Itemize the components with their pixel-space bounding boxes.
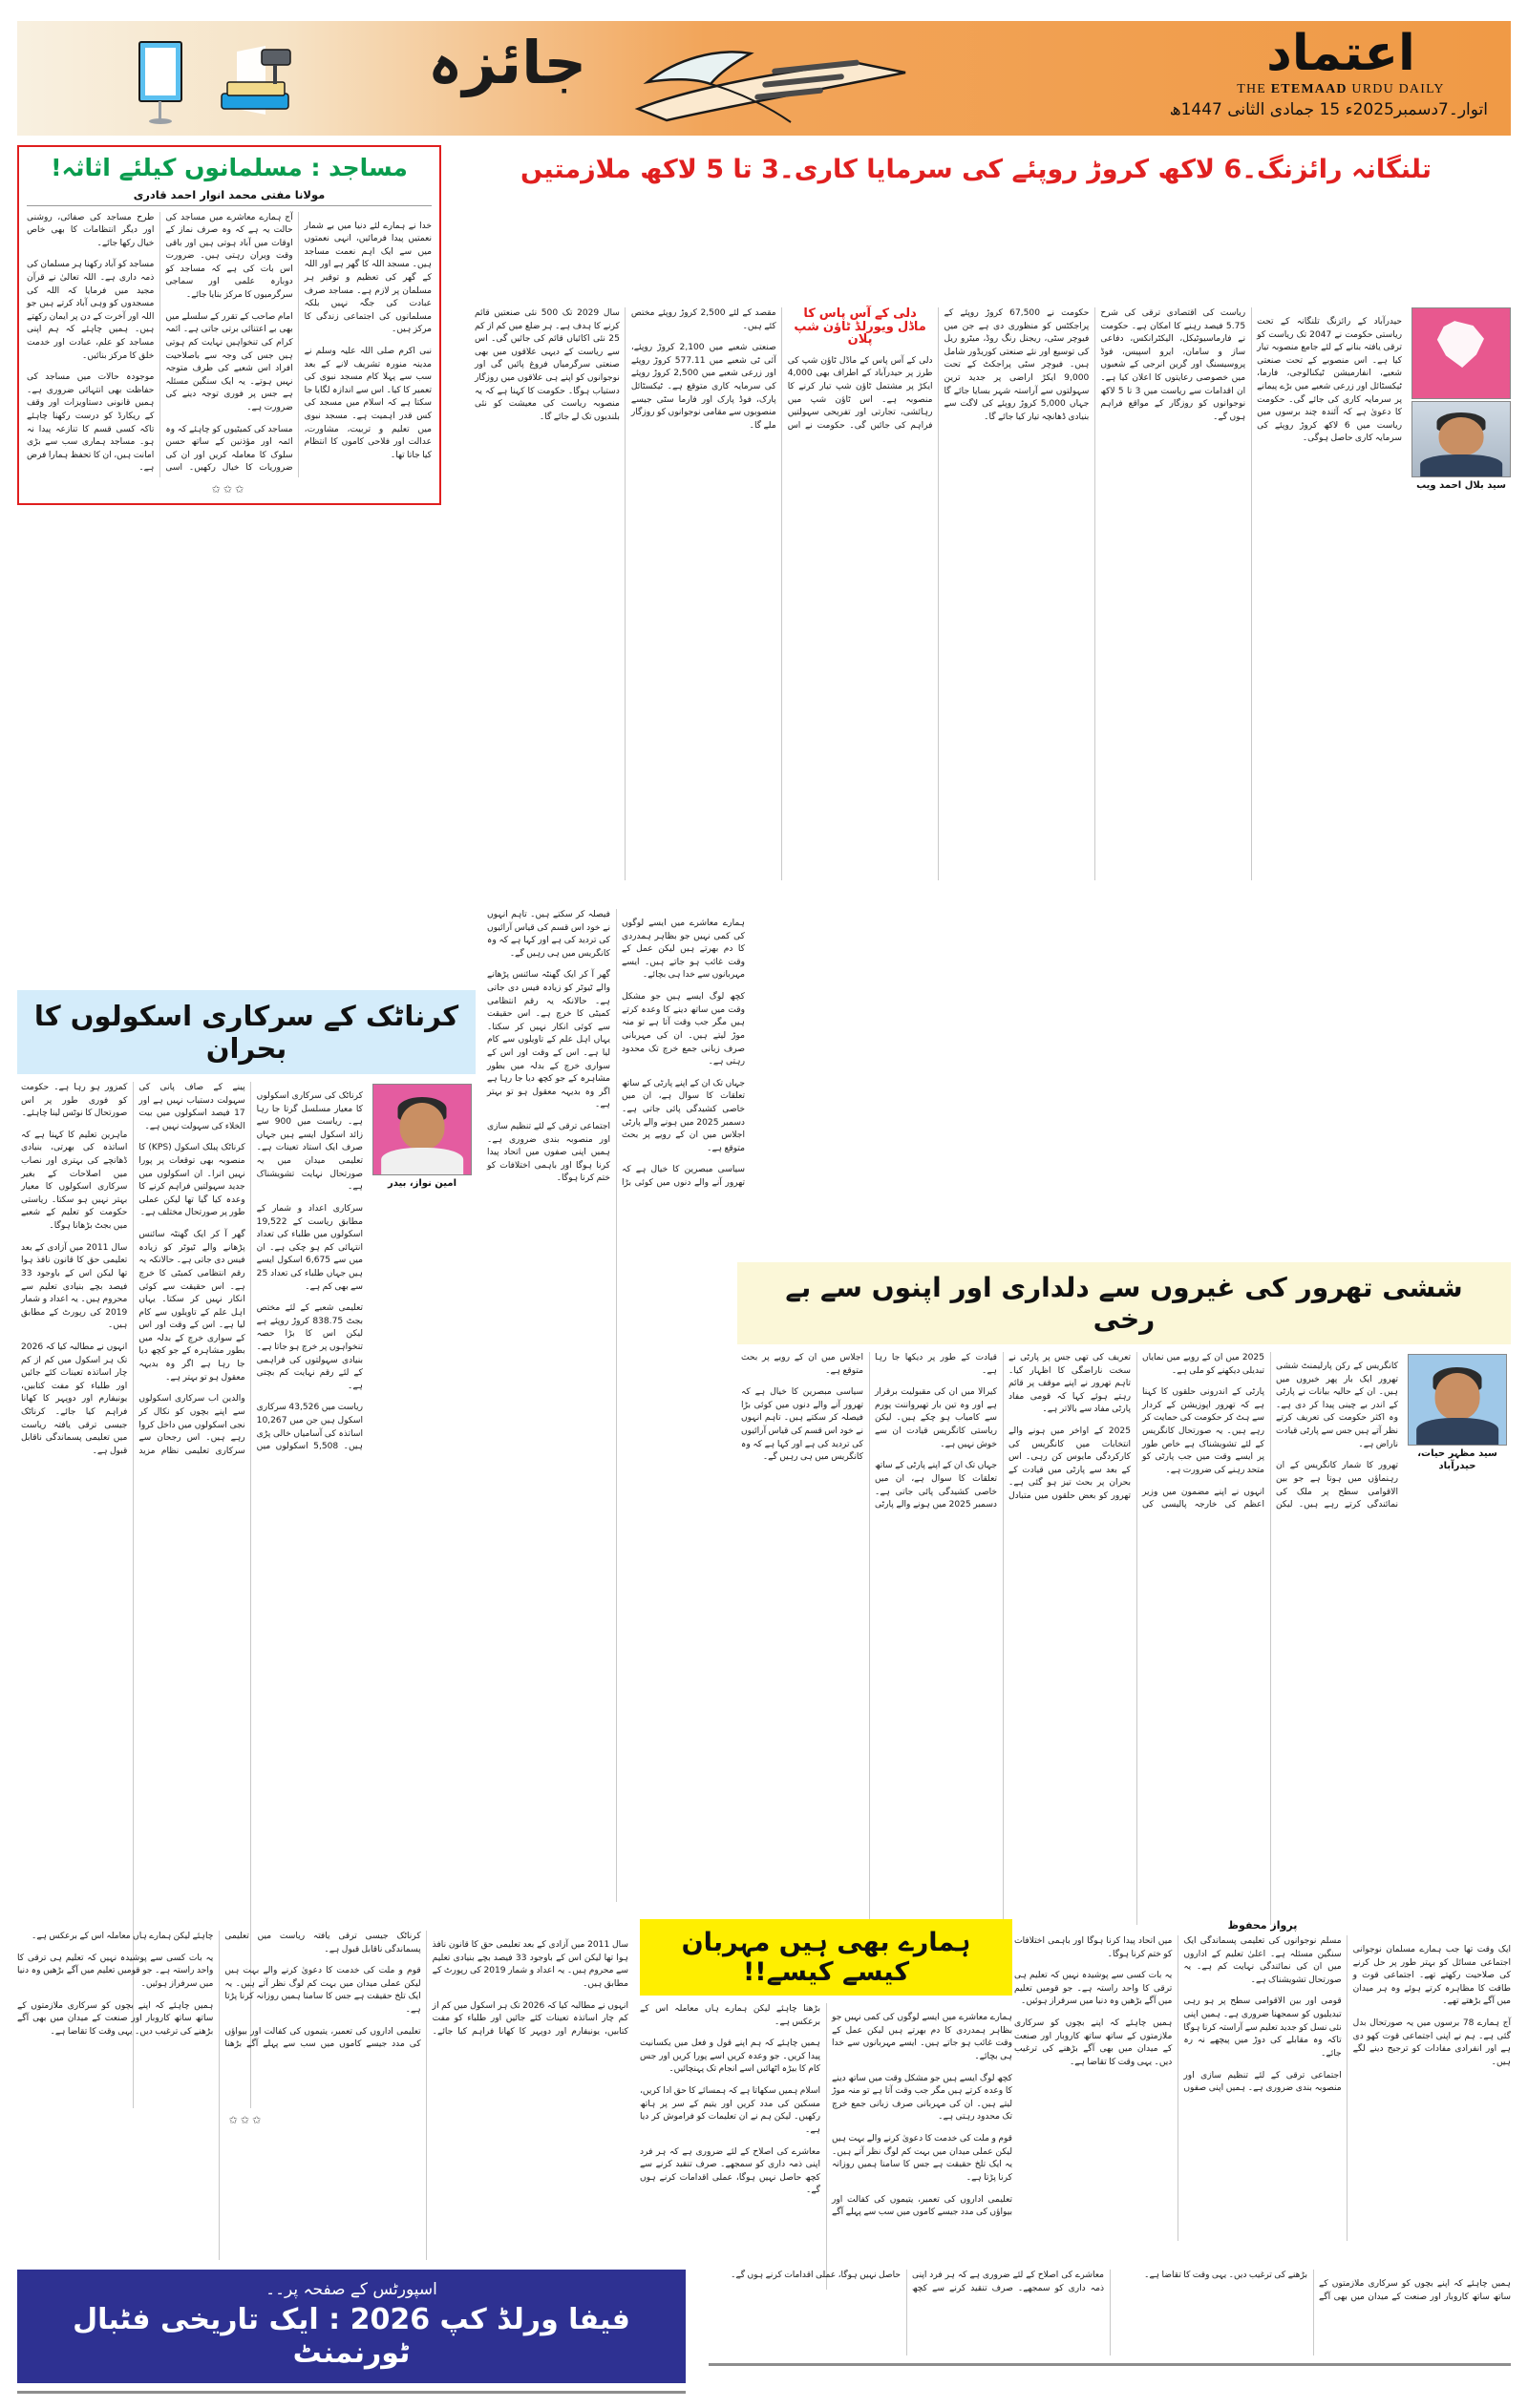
paragraph: گھر آ کر ایک گھنٹہ سائنس پڑھانے والے ٹیوٹر کو زیادہ فیس دی جاتی ہے۔ حالانکہ یہ رقم انتظامی کمیٹی کا خرچ ہے۔ اس حقیقت سے کوئی انکار نہیں کر سکتا۔ یہاں اہل علم کے تاویلوں سے کام لیا ہے۔ اس کے وقت اور اس کے سواری خرچ کے بدلہ میں بطور مشاہرہ کے جو کچھ دیا جا رہا ہے اگر وہ بدیہہ معقول ہو تو بہتر ہے۔ [138, 1230, 245, 1383]
footer-divider [17, 2391, 686, 2394]
paragraph: ہمیں چاہئے کہ اپنے بچوں کو سرکاری ملازمتوں کے ساتھ ساتھ کاروبار اور صنعت کے میدان میں بھی آگے بڑھنے کی ترغیب دیں۔ یہی وقت کا تقاضا ہے۔ [1014, 2018, 1173, 2067]
lead-body [475, 307, 1402, 880]
paragraph: تعلیمی شعبے کے لئے مختص بجٹ 838.75 کروڑ روپئے ہے لیکن اس کا بڑا حصہ تنخواہوں پر خرچ ہو جاتا ہے۔ بنیادی سہولتوں کی فراہمی کے لئے رقم نہایت کم بچتی ہے۔ [256, 1303, 363, 1391]
paragraph: ہمیں چاہئے کہ ہم اپنے قول و فعل میں یکسانیت پیدا کریں۔ جو وعدہ کریں اسے پورا کریں اور جس کام کا بیڑہ اٹھائیں اسے انجام تک پہنچائیں۔ [640, 2038, 820, 2075]
sports-promo-banner[interactable] [17, 2270, 686, 2383]
paragraph: سال 2011 میں آزادی کے بعد تعلیمی حق کا قانون نافذ ہوا تھا لیکن اس کے باوجود 33 فیصد بچے بنیادی تعلیم سے محروم ہیں۔ یہ اعداد و شمار 2019 کی رپورٹ کے مطابق ہیں۔ [21, 1242, 128, 1331]
mehrban-headline: ہمارے بھی ہیں مہربان کیسے کیسے!! [681, 1928, 971, 1987]
logo-english-title: THE ETEMAAD URDU DAILY [1237, 82, 1445, 96]
lead-headline: تلنگانہ رائزنگ۔6 لاکھ کروڑ روپئے کی سرمایا کاری۔3 تا 5 لاکھ ملازمتیں [520, 155, 1432, 184]
masajid-headline: مساجد : مسلمانوں کیلئے اثاثہ! [51, 154, 408, 181]
paragraph: معاشرے کی اصلاح کے لئے ضروری ہے کہ ہر فرد اپنی ذمہ داری کو سمجھے۔ صرف تنقید کرنے سے کچھ حاصل نہیں ہوگا، عملی اقدامات کرنے ہوں گے۔ [640, 2146, 820, 2196]
shashi-body [741, 1352, 1398, 1925]
paragraph: پارٹی کے اندرونی حلقوں کا کہنا ہے کہ تھرور اپوزیشن کے کردار سے ہٹ کر حکومت کی حمایت کر رہے ہیں۔ یہ صورتحال کانگریس کے لئے تشویشناک ہے خاص طور پر ایسے وقت میں جب پارٹی کو متحد رہنے کی ضرورت ہے۔ [1142, 1387, 1264, 1475]
paragraph: ہمیں چاہئے کہ اپنے بچوں کو سرکاری ملازمتوں کے ساتھ ساتھ کاروبار اور صنعت کے میدان میں بھی آگے بڑھنے کی ترغیب دیں۔ یہی وقت کا تقاضا ہے۔ [1144, 2271, 1511, 2302]
footer-promo[interactable] [17, 2270, 686, 2394]
lead-subhead: دلی کے آس پاس کا ماڈل ویورلڈ ٹاؤن شپ پلان [794, 306, 926, 348]
shashi-section [737, 1262, 1511, 1925]
newspaper-logo [1188, 25, 1494, 97]
paragraph: سیاسی مبصرین کا خیال ہے کہ تھرور آنے والے دنوں میں کوئی بڑا فیصلہ کر سکتے ہیں۔ تاہم انہوں نے خود اس قسم کی قیاس آرائیوں کی تردید کی ہے اور کہا ہے کہ وہ کانگریس میں ہی رہیں گے۔ [741, 1387, 863, 1463]
author-photo [1408, 1354, 1507, 1446]
lead-author-chip [1411, 307, 1511, 493]
lead-continuation-body [487, 909, 745, 1902]
karnataka-author-chip [372, 1084, 472, 1191]
parwaz-section [1014, 1919, 1511, 2241]
shashi-author-chip [1408, 1354, 1507, 1472]
masajid-article-box [17, 145, 441, 505]
paragraph: سال 2029 تک 500 نئی صنعتیں قائم کرنے کا ہدف ہے۔ ہر ضلع میں کم از کم 25 نئی اکائیاں قائم کی جائیں گی۔ اس سے ریاست کے دیہی علاقوں میں بھی صنعتی سرگرمیاں فروغ پائیں گی اور نوجوانوں کو اپنے ہی علاقوں میں روزگار دستیاب ہوگا۔ حکومت کا کہنا ہے کہ یہ منصوبہ ریاست کی معیشت کو نئی بلندیوں تک لے جائے گا۔ [475, 308, 620, 422]
lead-story-body-wrap [475, 307, 1511, 880]
end-of-article-marker: ✩✩✩ [228, 2115, 265, 2126]
paragraph: ایک وقت تھا جب ہمارے مسلمان نوجوانی اجتماعی مسائل کو بہتر طور پر حل کرنے کی صلاحیت رکھتے تھے۔ اجتماعی قوت و طاقت کا مظاہرہ کرتے ہوئے وہ ہر میدان میں آگے بڑھتے تھے۔ [1352, 1945, 1511, 2007]
publication-date: اتوار۔7دسمبر2025ء 15 جمادی الثانی 1447ھ [1169, 100, 1488, 119]
shashi-headline-band [737, 1262, 1511, 1344]
paragraph: معاشرے کی اصلاح کے لئے ضروری ہے کہ ہر فرد اپنی ذمہ داری کو سمجھے۔ صرف تنقید کرنے سے کچھ حاصل نہیں ہوگا، عملی اقدامات کرنے ہوں گے۔ [731, 2271, 1104, 2293]
author-portrait [1411, 401, 1511, 477]
paragraph: کانگریس کے رکن پارلیمنٹ ششی تھرور ایک بار پھر خبروں میں ہیں۔ ان کے حالیہ بیانات نے پارٹی کے اندر بے چینی پیدا کر دی ہے۔ وہ اکثر حکومت کی تعریف کرتے نظر آتے ہیں جس سے پارٹی قیادت ناراض ہے۔ [1276, 1362, 1398, 1449]
lower-left-filler [17, 1931, 628, 2260]
paragraph: نبی اکرم صلی اللہ علیہ وسلم نے مدینہ منورہ تشریف لانے کے بعد سب سے پہلا کام مسجد نبوی کی تعمیر کا کیا۔ اس سے اندازہ لگایا جا سکتا ہے کہ اسلام میں مسجد کی کس قدر اہمیت ہے۔ مسجد نبوی میں تعلیم و تربیت، مشاورت، عدالت اور فلاحی کاموں کا انتظام کیا جاتا تھا۔ [304, 347, 432, 460]
mehrban-headline-band [640, 1919, 1012, 1996]
paragraph: اجتماعی ترقی کے لئے تنظیم سازی اور منصوبہ بندی ضروری ہے۔ ہمیں اپنی صفوں میں اتحاد پیدا کرنا ہوگا اور باہمی اختلافات کو ختم کرنا ہوگا۔ [1014, 1936, 1342, 2094]
masajid-byline: مولانا مفتی محمد انوار احمد قادری [27, 188, 432, 206]
paragraph: گھر آ کر ایک گھنٹہ سائنس پڑھانے والے ٹیوٹر کو زیادہ فیس دی جاتی ہے۔ حالانکہ یہ رقم انتظامی کمیٹی کا خرچ ہے۔ اس حقیقت سے کوئی انکار نہیں کر سکتا۔ یہاں اہل علم کے تاویلوں سے کام لیا ہے۔ اس کے وقت اور اس کے سواری خرچ کے بدلہ میں بطور مشاہرہ کے جو کچھ دیا جا رہا ہے اگر وہ بدیہہ معقول ہو تو بہتر ہے۔ [487, 970, 610, 1110]
author-photo [1411, 307, 1511, 399]
paragraph: والدین اب سرکاری اسکولوں سے اپنے بچوں کو نکال کر نجی اسکولوں میں داخل کروا رہے ہیں۔ اس رجحان سے سرکاری تعلیمی نظام مزید کمزور ہو رہا ہے۔ حکومت کو فوری طور پر اس صورتحال کا نوٹس لینا چاہئے۔ [21, 1083, 245, 1456]
paragraph: خدا نے ہمارے لئے دنیا میں بے شمار نعمتیں پیدا فرمائیں، انہی نعمتوں میں سے ایک اہم نعمت مساجد ہیں۔ مسجد اللہ کا گھر ہے اور اللہ کے گھر کی تعظیم و توقیر ہر مسلمان پر لازم ہے۔ مساجد صرف عبادت کی جگہ نہیں بلکہ مسلمانوں کی اجتماعی زندگی کا مرکز ہیں۔ [304, 221, 432, 335]
newspaper-page [0, 21, 1528, 2408]
paragraph: مسلم نوجوانوں کی تعلیمی پسماندگی ایک سنگین مسئلہ ہے۔ اعلیٰ تعلیم کے اداروں میں ان کی نمائندگی نہایت کم ہے۔ یہ صورتحال تشویشناک ہے۔ [1183, 1936, 1342, 1985]
paragraph: قوم و ملت کی خدمت کا دعویٰ کرنے والے بہت ہیں لیکن عملی میدان میں بہت کم لوگ نظر آتے ہیں۔ یہ ایک تلخ حقیقت ہے جس کا سامنا ہمیں روزانہ کرنا پڑتا ہے۔ [224, 1966, 421, 2016]
lead-author-name: سید بلال احمد ویب [1416, 480, 1506, 491]
paragraph: اجتماعی ترقی کے لئے تنظیم سازی اور منصوبہ بندی ضروری ہے۔ ہمیں اپنی صفوں میں اتحاد پیدا کرنا ہوگا اور باہمی اختلافات کو ختم کرنا ہوگا۔ [487, 1122, 610, 1184]
shashi-author-name: سید مظہر حیات، حیدرآباد [1417, 1448, 1497, 1471]
paragraph: اسلام ہمیں سکھاتا ہے کہ ہمسائے کا حق ادا کریں، مسکین کی مدد کریں اور یتیم کے سر پر ہاتھ رکھیں۔ لیکن ہم نے ان تعلیمات کو فراموش کر دیا ہے۔ [640, 2086, 820, 2135]
paragraph: آج ہمارے معاشرے میں مساجد کی حالت یہ ہے کہ وہ صرف نماز کے اوقات میں آباد ہوتی ہیں اور باقی وقت ویران رہتی ہیں۔ ضرورت اس بات کی ہے کہ مساجد کو دوبارہ علمی اور سماجی سرگرمیوں کا مرکز بنایا جائے۔ [165, 212, 293, 301]
paragraph: سیاسی مبصرین کا خیال ہے کہ تھرور آنے والے دنوں میں کوئی بڑا فیصلہ کر سکتے ہیں۔ تاہم انہوں نے خود اس قسم کی قیاس آرائیوں کی تردید کی ہے اور کہا ہے کہ وہ کانگریس میں ہی رہیں گے۔ [487, 910, 745, 1189]
paragraph: کرناٹک پبلک اسکول (KPS) کا منصوبہ بھی توقعات پر پورا نہیں اترا۔ ان اسکولوں میں جدید سہولتیں فراہم کرنے کا وعدہ کیا گیا تھا لیکن عملی طور پر صورتحال مختلف ہے۔ [138, 1143, 245, 1218]
quill-pen-icon [628, 34, 915, 126]
footer-body [709, 2270, 1511, 2355]
paragraph: تعلیمی اداروں کی تعمیر، یتیموں کی کفالت اور بیواؤں کی مدد جیسے کاموں میں سب سے پہلے آگے بڑھنا چاہئے لیکن ہمارے ہاں معاملہ اس کے برعکس ہے۔ [32, 1932, 421, 2050]
paragraph: امام صاحب کے تقرر کے سلسلے میں بھی بے اعتنائی برتی جاتی ہے۔ ائمہ کرام کی تنخواہیں نہایت کم ہوتی ہیں جس کی وجہ سے باصلاحیت افراد اس شعبے کی طرف متوجہ نہیں ہوتے۔ یہ ایک سنگین مسئلہ ہے جس پر فوری توجہ دینے کی ضرورت ہے۔ [165, 311, 293, 412]
paragraph: انہوں نے اپنے مضمون میں وزیر اعظم کی خارجہ پالیسی کی تعریف کی تھی جس پر پارٹی نے سخت ناراضگی کا اظہار کیا۔ تاہم تھرور نے اپنے موقف پر قائم رہتے ہوئے کہا کہ قومی مفاد پارٹی مفاد سے بالاتر ہے۔ [1008, 1353, 1264, 1510]
paragraph: انہوں نے مطالبہ کیا کہ 2026 تک ہر اسکول میں کم از کم چار اساتذہ تعینات کئے جائیں اور طلباء کو مفت کتابیں، یونیفارم اور دوپہر کا کھانا فراہم کیا جائے۔ کرناٹک جیسی ترقی یافتہ ریاست میں تعلیمی پسماندگی ناقابل قبول ہے۔ [224, 1932, 629, 2037]
paragraph: ہمارے معاشرے میں ایسے لوگوں کی کمی نہیں جو بظاہر ہمدردی کا دم بھرتے ہیں لیکن عمل کے وقت غائب ہو جاتے ہیں۔ ایسے مہربانوں سے خدا ہی بچائے۔ [832, 2013, 1012, 2061]
projector-screen-icon [122, 34, 304, 126]
paragraph: ماہرین تعلیم کا کہنا ہے کہ اساتذہ کی بھرتی، بنیادی ڈھانچے کی بہتری اور نصاب میں اصلاحات کے بغیر سرکاری اسکولوں کا معیار بہتر نہیں ہو سکتا۔ ریاستی حکومت کو تعلیم کے شعبے میں بجٹ بڑھانا ہوگا۔ [21, 1130, 128, 1232]
parwaz-body [1014, 1935, 1511, 2241]
shashi-headline: ششی تھرور کی غیروں سے دلداری اور اپنوں سے بے رخی [785, 1272, 1463, 1335]
paragraph: ریاست میں 43,526 سرکاری اسکول ہیں جن میں 10,267 اساتذہ کی آسامیاں خالی پڑی ہیں۔ 5,508 اسکولوں میں پینے کے صاف پانی کی سہولت دستیاب نہیں ہے اور 17 فیصد اسکولوں میں بیت الخلاء کی سہولت نہیں ہے۔ [138, 1083, 364, 1452]
karnataka-headline: کرناٹک کے سرکاری اسکولوں کا بحران [33, 1000, 459, 1065]
mehrban-section [640, 1919, 1012, 2290]
paragraph: مساجد کو آباد رکھنا ہر مسلمان کی ذمہ داری ہے۔ اللہ تعالیٰ نے قرآن مجید میں فرمایا کہ اللہ کی مسجدوں کو وہی آباد کرتے ہیں جو اللہ اور آخرت کے دن پر ایمان رکھتے ہیں۔ ہمیں چاہئے کہ ہم اپنی مساجد کو علم، عبادت اور خدمت خلق کا مرکز بنائیں۔ [27, 260, 155, 361]
mehrban-body [640, 1996, 1012, 2290]
sports-promo-kicker: اسپورٹس کے صفحہ پر۔۔ [265, 2280, 437, 2299]
paragraph: آج ہمارے 78 برسوں میں یہ صورتحال بدل گئی ہے۔ ہم نے اپنی اجتماعی قوت کھو دی ہے اور انفرادی مفادات کو ترجیح دینے لگے ہیں۔ [1352, 2018, 1511, 2067]
paragraph: ہمارے معاشرے میں ایسے لوگوں کی کمی نہیں جو بظاہر ہمدردی کا دم بھرتے ہیں لیکن عمل کے وقت غائب ہو جاتے ہیں۔ ایسے مہربانوں سے خدا ہی بچائے۔ [622, 919, 745, 981]
karnataka-author-name: امین نواز، بیدر [387, 1178, 457, 1189]
logo-arabic-title: اعتماد [1266, 25, 1415, 82]
masthead [17, 21, 1511, 136]
footer-right-text [709, 2270, 1511, 2366]
paragraph: 2025 کے اواخر میں ہونے والے انتخابات میں کانگریس کی کارکردگی مایوس کن رہی۔ اس کے بعد سے پارٹی میں قیادت کے بحران پر بحث تیز ہو گئی ہے۔ تھرور کو بعض حلقوں میں متبادل قیادت کے طور پر دیکھا جا رہا ہے۔ [875, 1353, 1131, 1502]
paragraph: سرکاری اعداد و شمار کے مطابق ریاست کے 19,522 اسکولوں میں طلباء کی تعداد انتہائی کم ہو چکی ہے۔ ان میں سے 6,675 اسکول ایسے ہیں جہاں طلباء کی تعداد 25 سے بھی کم ہے۔ [256, 1203, 363, 1292]
footer-divider-right [709, 2363, 1511, 2366]
paragraph: جہاں تک ان کے اپنے پارٹی کے ساتھ تعلقات کا سوال ہے، ان میں خاصی کشیدگی پائی جاتی ہے۔ دسمبر 2025 میں ہونے والے پارٹی اجلاس میں ان کے رویے پر بحث متوقع ہے۔ [622, 1078, 745, 1153]
paragraph: موجودہ حالات میں مساجد کی حفاظت بھی انتہائی ضروری ہے۔ ہمیں قانونی دستاویزات اور وقف کے ریکارڈ کو درست رکھنا چاہئے تاکہ کسی قسم کا تنازعہ پیدا نہ ہو۔ مساجد ہماری سب سے بڑی امانت ہیں، ان کا تحفظ ہمارا فرض ہے۔ [27, 372, 155, 474]
paragraph: سال 2011 میں آزادی کے بعد تعلیمی حق کا قانون نافذ ہوا تھا لیکن اس کے باوجود 33 فیصد بچے بنیادی تعلیم سے محروم ہیں۔ یہ اعداد و شمار 2019 کی رپورٹ کے مطابق ہیں۔ [432, 1940, 629, 1989]
masajid-body [27, 212, 432, 477]
paragraph: حکومت نے 67,500 کروڑ روپئے کے پراجکٹس کو منظوری دی ہے جن میں فیوچر سٹی، ریجنل رنگ روڈ، میٹرو ریل کی توسیع اور نئے صنعتی کوریڈور شامل ہیں۔ فیوچر سٹی پراجکٹ کے تحت 9,000 ایکڑ اراضی پر جدید ترین سہولتوں سے آراستہ شہر بسایا جائے گا جہاں 5,000 کروڑ روپئے کی لاگت سے بنیادی ڈھانچہ تیار کیا جائے گا۔ [944, 308, 1090, 422]
end-of-article-marker: ✩✩✩ [211, 483, 247, 496]
paragraph: کرناٹک کی سرکاری اسکولوں کا معیار مسلسل گرتا جا رہا ہے۔ ریاست میں 900 سے زائد اسکول ایسے ہیں جہاں صرف ایک استاد تعینات ہے۔ تعلیمی میدان میں یہ صورتحال نہایت تشویشناک ہے۔ [256, 1091, 363, 1193]
section-title: جائزہ [428, 28, 587, 97]
paragraph: کیرالا میں ان کی مقبولیت برقرار ہے اور وہ تین بار تھیرواننت پورم سے کامیاب ہو چکے ہیں۔ لیکن ریاستی کانگریس قیادت ان سے خوش نہیں ہے۔ [875, 1387, 997, 1449]
karnataka-headline-band [17, 990, 476, 1074]
paragraph: انہوں نے مطالبہ کیا کہ 2026 تک ہر اسکول میں کم از کم چار اساتذہ تعینات کئے جائیں اور طلباء کو مفت کتابیں، یونیفارم اور دوپہر کا کھانا فراہم کیا جائے۔ کرناٹک جیسی ترقی یافتہ ریاست میں تعلیمی پسماندگی ناقابل قبول ہے۔ [21, 1341, 128, 1456]
paragraph: کچھ لوگ ایسے ہیں جو مشکل وقت میں ساتھ دینے کا وعدہ کرتے ہیں مگر جب وقت آتا ہے تو منہ موڑ لیتے ہیں۔ ان کی مہربانی صرف زبانی جمع خرچ تک محدود رہتی ہے۔ [832, 2073, 1012, 2123]
paragraph: قوم و ملت کی خدمت کا دعویٰ کرنے والے بہت ہیں لیکن عملی میدان میں بہت کم لوگ نظر آتے ہیں۔ یہ ایک تلخ حقیقت ہے جس کا سامنا ہمیں روزانہ کرنا پڑتا ہے۔ [832, 2134, 1012, 2183]
paragraph: حیدرآباد کے رائزنگ تلنگانہ کے تحت ریاستی حکومت نے 2047 تک ریاست کو ترقی یافتہ بنانے کے لئے جامع منصوبہ تیار کیا ہے۔ اس منصوبے کے تحت صنعتی شعبے، انفارمیشن ٹیکنالوجی، فارما، ٹیکسٹائل اور زرعی شعبے میں بڑے پیمانے پر سرمایہ کاری کی جائے گی۔ حکومت کا دعویٰ ہے کہ آئندہ چند برسوں میں ریاست میں 6 لاکھ کروڑ روپئے کی سرمایہ کاری حاصل ہوگی۔ [1257, 317, 1403, 444]
sports-promo-headline: فیفا ورلڈ کپ 2026 : ایک تاریخی فٹبال ٹورنمنٹ [73, 2303, 630, 2370]
parwaz-label: پرواز محفوظ [1227, 1919, 1298, 1932]
paragraph: قومی اور بین الاقوامی سطح پر ہو رہی تبدیلیوں کو سمجھنا ضروری ہے۔ ہمیں اپنی نئی نسل کو جدید تعلیم سے آراستہ کرنا ہوگا تاکہ وہ مقابلے کی دوڑ میں پیچھے نہ رہ جائے۔ [1183, 1996, 1342, 2059]
paragraph: ریاست کی اقتصادی ترقی کی شرح 5.75 فیصد رہنے کا امکان ہے۔ حکومت نے فارماسیوٹیکل، الیکٹرانکس، دفاعی ساز و سامان، ایرو اسپیس، فوڈ پروسیسنگ اور گرین انرجی کے شعبوں میں خصوصی رعایتوں کا اعلان کیا ہے۔ ان اقدامات سے ریاست میں 3 تا 5 لاکھ نوجوانوں کو روزگار کے مواقع فراہم ہوں گے۔ [1100, 308, 1246, 422]
paragraph: کچھ لوگ ایسے ہیں جو مشکل وقت میں ساتھ دینے کا وعدہ کرتے ہیں مگر جب وقت آتا ہے تو منہ موڑ لیتے ہیں۔ ان کی مہربانی صرف زبانی جمع خرچ تک محدود رہتی ہے۔ [622, 992, 745, 1067]
paragraph: یہ بات کسی سے پوشیدہ نہیں کہ تعلیم ہی ترقی کا واحد راستہ ہے۔ جو قومیں تعلیم میں آگے بڑھیں وہ دنیا میں سرفراز ہوئیں۔ [17, 1953, 214, 1989]
lower-left-body [17, 1931, 628, 2260]
paragraph: تعلیمی اداروں کی تعمیر، یتیموں کی کفالت اور بیواؤں کی مدد جیسے کاموں میں سب سے پہلے آگے بڑھنا چاہئے لیکن ہمارے ہاں معاملہ اس کے برعکس ہے۔ [640, 2004, 1012, 2218]
paragraph: صنعتی شعبے میں 2,100 کروڑ روپئے، آئی ٹی شعبے میں 577.11 کروڑ روپئے اور زرعی شعبے میں 2,500 کروڑ روپئے کی سرمایہ کاری متوقع ہے۔ ٹیکسٹائل پارک، فوڈ پارک اور فارما سٹی جیسے منصوبوں سے مقامی نوجوانوں کو روزگار ملے گا۔ [630, 343, 776, 431]
lead-continuation [487, 909, 745, 1902]
author-photo [372, 1084, 472, 1175]
paragraph: مساجد کی کمیٹیوں کو چاہئے کہ وہ ائمہ اور مؤذنین کے ساتھ حسن سلوک کا معاملہ کریں اور ان کی ضروریات کا خیال رکھیں۔ اسی طرح مساجد کی صفائی، روشنی اور دیگر انتظامات کا بھی خاص خیال رکھا جائے۔ [27, 212, 293, 474]
paragraph: ہمیں چاہئے کہ اپنے بچوں کو سرکاری ملازمتوں کے ساتھ ساتھ کاروبار اور صنعت کے میدان میں بھی آگے بڑھنے کی ترغیب دیں۔ یہی وقت کا تقاضا ہے۔ [17, 2000, 214, 2037]
paragraph: تھرور کا شمار کانگریس کے ان رہنماؤں میں ہوتا ہے جو بین الاقوامی سطح پر ملک کی نمائندگی کرتے رہے ہیں۔ لیکن 2025 میں ان کے رویے میں نمایاں تبدیلی دیکھنے کو ملی ہے۔ [1142, 1353, 1398, 1510]
paragraph: دلی کے آس پاس کے ماڈل ٹاؤن شپ کی طرز پر حیدرآباد کے اطراف بھی 4,000 ایکڑ پر مشتمل ٹاؤن شپ تیار کرنے کا منصوبہ ہے۔ اس ٹاؤن شپ میں رہائشی، تجارتی اور تفریحی سہولتیں فراہم کی جائیں گی۔ حکومت نے اس مقصد کے لئے 2,500 کروڑ روپئے مختص کئے ہیں۔ [630, 308, 933, 431]
paragraph: جہاں تک ان کے اپنے پارٹی کے ساتھ تعلقات کا سوال ہے، ان میں خاصی کشیدگی پائی جاتی ہے۔ دسمبر 2025 میں ہونے والے پارٹی اجلاس میں ان کے رویے پر بحث متوقع ہے۔ [741, 1353, 997, 1510]
paragraph: یہ بات کسی سے پوشیدہ نہیں کہ تعلیم ہی ترقی کا واحد راستہ ہے۔ جو قومیں تعلیم میں آگے بڑھیں وہ دنیا میں سرفراز ہوئیں۔ [1014, 1971, 1173, 2007]
